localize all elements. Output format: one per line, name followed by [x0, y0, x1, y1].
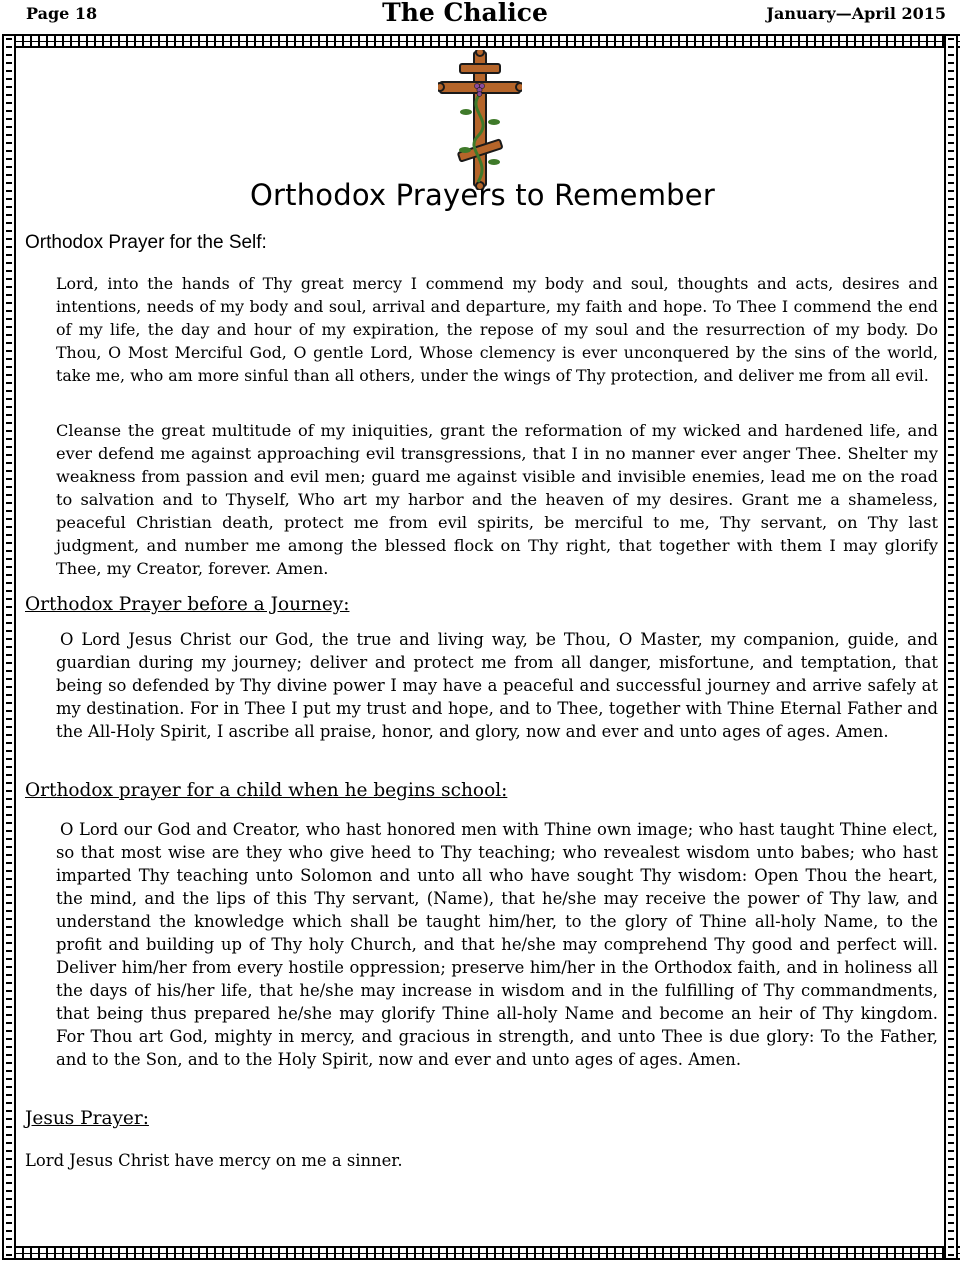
section-heading-jesus-prayer: Jesus Prayer:: [25, 1108, 149, 1129]
page-header: [0, 0, 960, 34]
section-heading-self: Orthodox Prayer for the Self:: [25, 232, 267, 253]
orthodox-cross-icon: [438, 50, 522, 190]
prayer-self-paragraph-1: Lord, into the hands of Thy great mercy I commend my body and soul, thoughts and acts, desires and intentions, needs of my body and soul, arrival and departure, my faith and hope. To Thee I commend the end of my life, the day and hour of my expiration, the repose of my soul and the resurrection of my body. Do Thou, O Most Merciful God, O gentle Lord, Whose clemency is ever unconquered by the sins of the world, take me, who am more sinful than all others, under the wings of Thy protection, and deliver me from all evil.: [56, 274, 938, 385]
jesus-prayer-text: Lord Jesus Christ have mercy on me a sinner.: [25, 1151, 403, 1170]
border-right: [944, 34, 958, 1260]
page-title: Orthodox Prayers to Remember: [250, 178, 715, 212]
border-bottom: [2, 1246, 960, 1260]
border-top: [2, 34, 960, 48]
issue-date: January—April 2015: [766, 4, 946, 23]
section-heading-school: Orthodox prayer for a child when he begins school:: [25, 780, 508, 801]
publication-title: The Chalice: [382, 0, 548, 27]
page-number: Page 18: [26, 4, 98, 23]
border-left: [2, 34, 16, 1260]
prayer-self-paragraph-2: Cleanse the great multitude of my iniquities, grant the reformation of my wicked and hardened life, and ever defend me against approaching evil transgressions, that I in no manner ever anger Thee. Shelter my weakness from passion and evil men; guard me against visible and invisible enemies, lead me on the road to salvation and to Thyself, Who art my harbor and the heaven of my desires. Grant me a shameless, peaceful Christian death, protect me from evil spirits, be merciful to me, Thy servant, on Thy last judgment, and number me among the blessed flock on Thy right, that together with them I may glorify Thee, my Creator, forever. Amen.: [56, 421, 938, 578]
prayer-school-paragraph: O Lord our God and Creator, who hast honored men with Thine own image; who hast taught Thine elect, so that most wise are they who give heed to Thy teaching; who revealest wisdom unto babes; who hast imparted Thy teaching unto Solomon and unto all who have sought Thy wisdom: Open Thou the heart, the mind, and the lips of this Thy servant, (Name), that he/she may receive the power of Thy law, and understand the knowledge which shall be taught him/her, to the glory of Thine all-holy Name, to the profit and building up of Thy holy Church, and that he/she may comprehend Thy good and perfect will. Deliver him/her from every hostile oppression; preserve him/her in the Orthodox faith, and in holiness all the days of his/her life, that he/she may increase in wisdom and in the fulfilling of Thy commandments, that being thus prepared he/she may glorify Thine all-holy Name and become an heir of Thy kingdom. For Thou art God, mighty in mercy, and gracious in strength, and unto Thee is due glory: To the Father, and to the Son, and to the Holy Spirit, now and ever and unto ages of ages. Amen.: [56, 820, 938, 1069]
prayer-journey-paragraph: O Lord Jesus Christ our God, the true and living way, be Thou, O Master, my companion, guide, and guardian during my journey; deliver and protect me from all danger, misfortune, and temptation, that being so defended by Thy divine power I may have a peaceful and successful journey and arrive safely at my destination. For in Thee I put my trust and hope, and to Thee, together with Thine Eternal Father and the All-Holy Spirit, I ascribe all praise, honor, and glory, now and ever and unto ages of ages. Amen.: [56, 630, 938, 741]
section-heading-journey: Orthodox Prayer before a Journey:: [25, 594, 350, 615]
